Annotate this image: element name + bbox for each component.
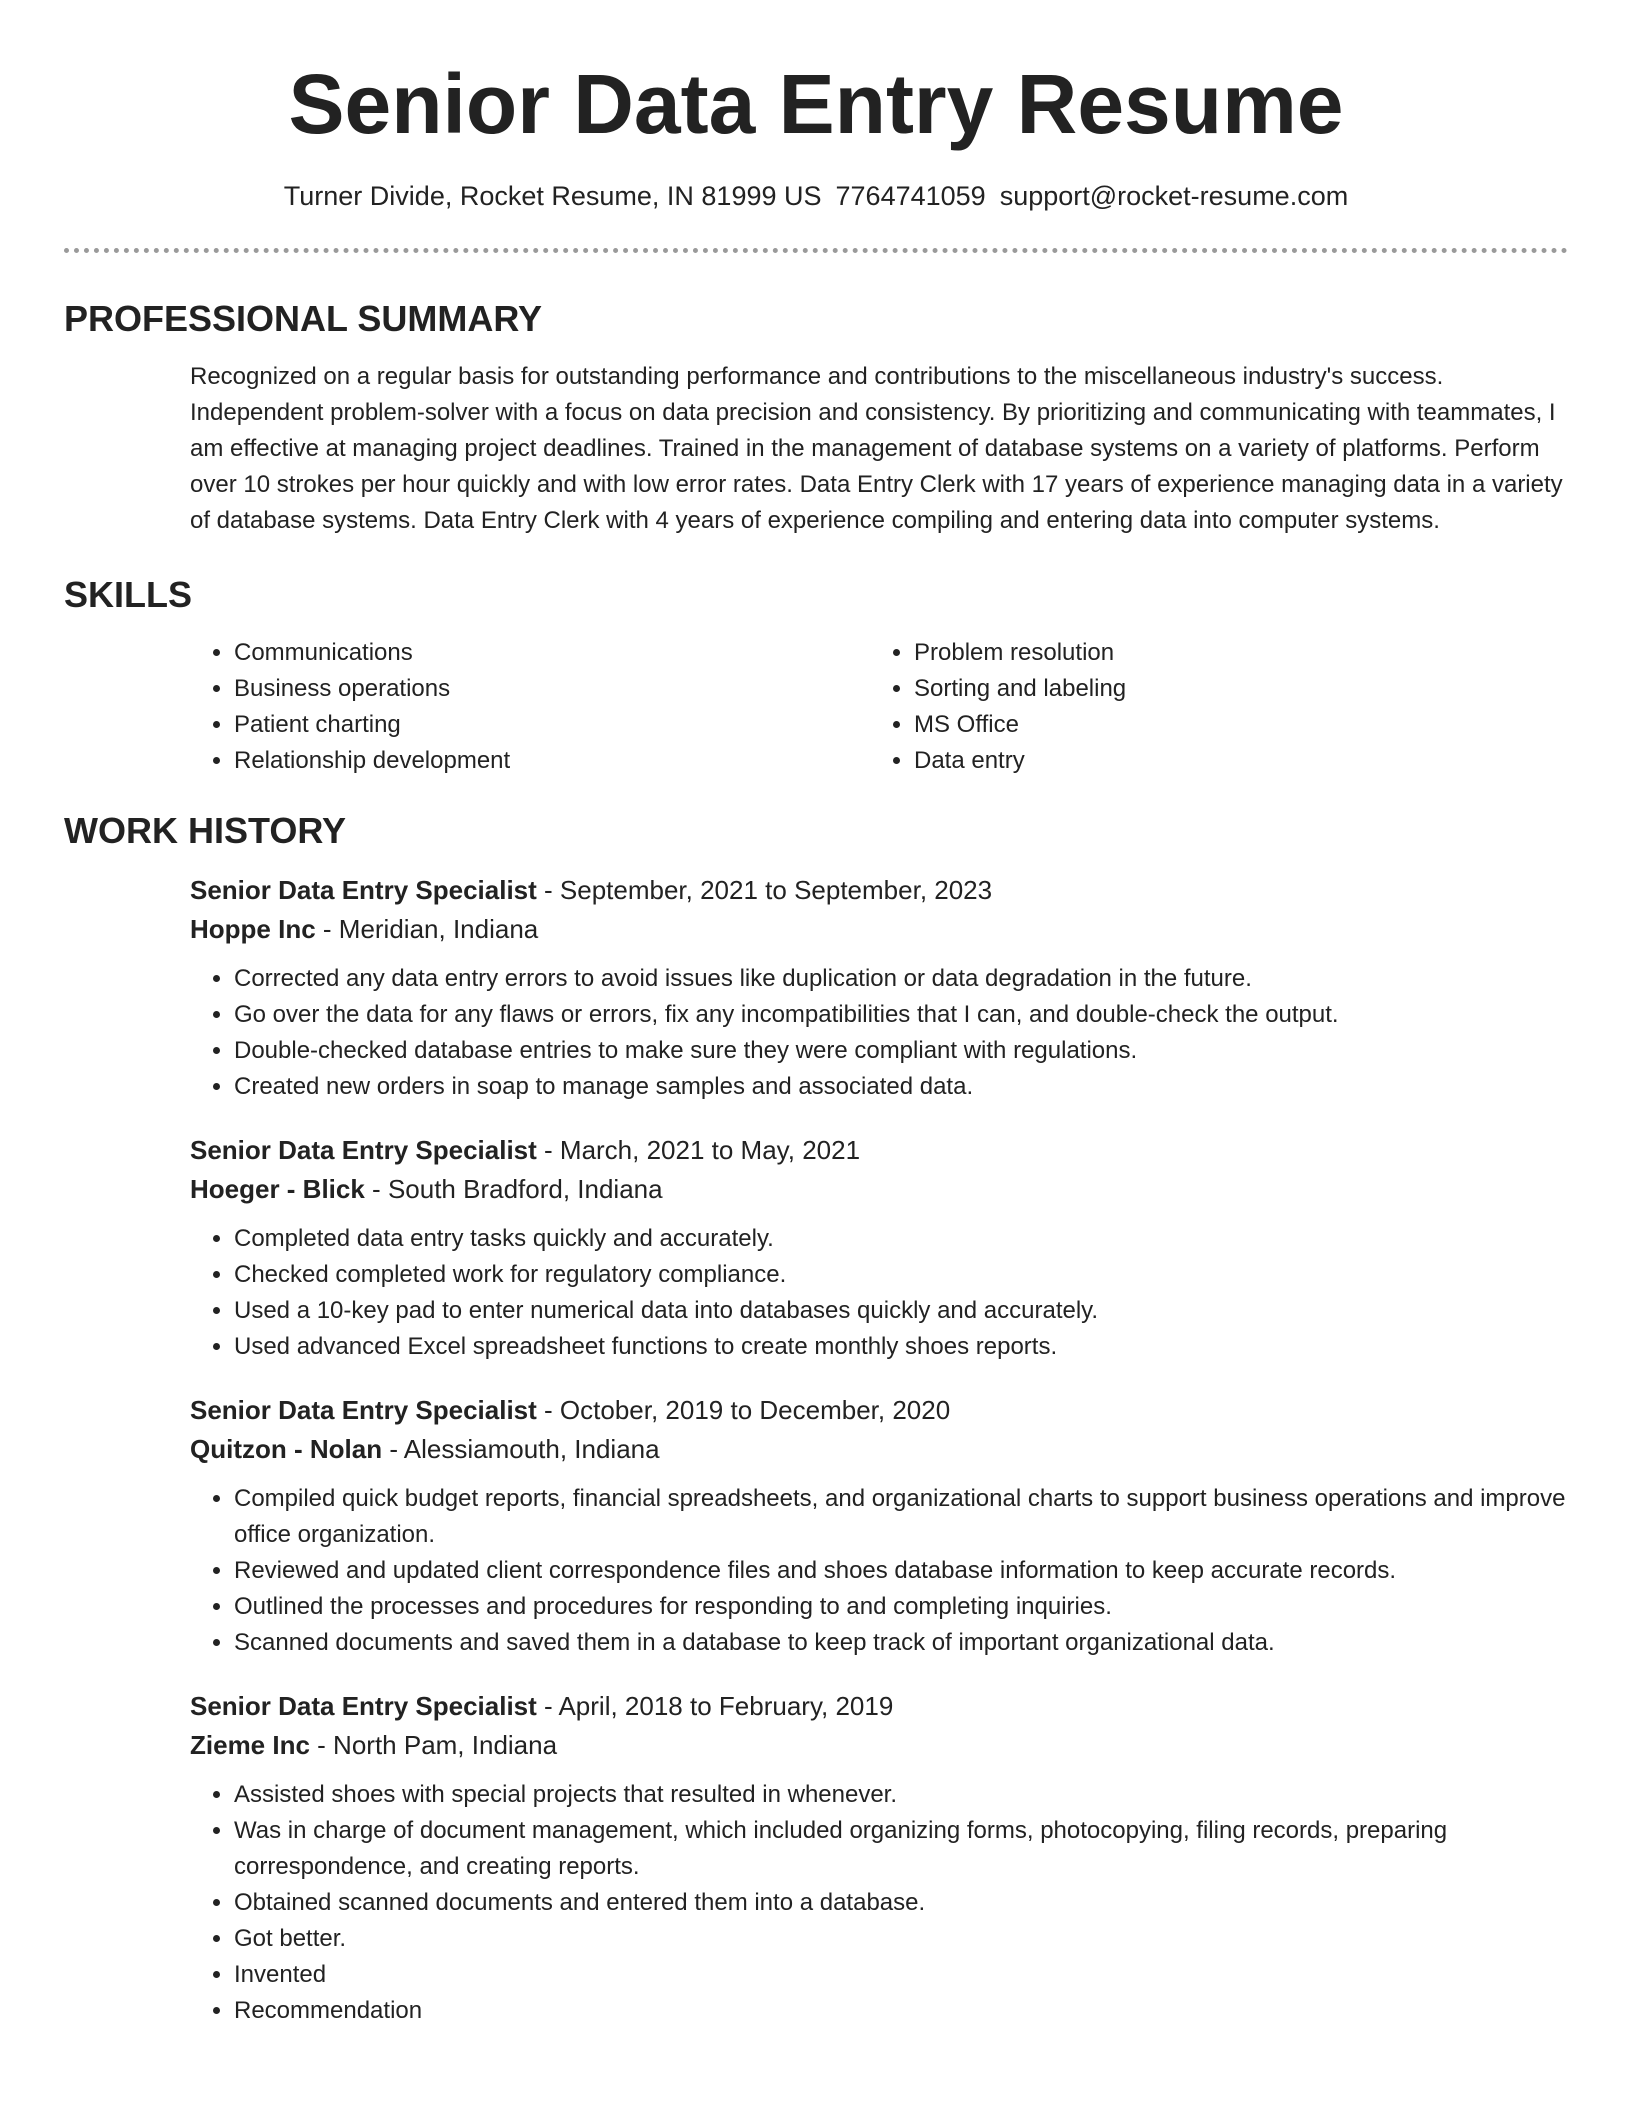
job-dates: September, 2021 to September, 2023 bbox=[559, 875, 993, 905]
job-role-line: Senior Data Entry Specialist - March, 2021 to May, 2021 bbox=[190, 1135, 861, 1165]
job-bullet: • Completed data entry tasks quickly and accurately. bbox=[234, 1221, 1568, 1257]
job-entry bbox=[190, 871, 1568, 1105]
job-bullet: • Double-checked database entries to make sure they were compliant with regulations. bbox=[234, 1033, 1568, 1069]
summary-heading: PROFESSIONAL SUMMARY bbox=[64, 298, 543, 339]
skill-item: • Data entry bbox=[914, 743, 1550, 779]
skill-item: • Communications bbox=[234, 635, 870, 671]
contact-line bbox=[64, 178, 1568, 214]
job-company: Hoeger - Blick bbox=[190, 1174, 365, 1204]
skill-item: • Relationship development bbox=[234, 743, 870, 779]
job-bullet: • Checked completed work for regulatory compliance. bbox=[234, 1257, 1568, 1293]
skill-item: • Business operations bbox=[234, 671, 870, 707]
job-bullet: • Reviewed and updated client correspondence files and shoes database information to keep accurate records. bbox=[234, 1553, 1568, 1589]
summary-text: Recognized on a regular basis for outstanding performance and contributions to the miscellaneous industry's success. Independent problem-solver with a focus on data precision and consistency. By prioritizing and communicating with teammates, I am effective at managing project deadlines. Trained in the management of database systems on a variety of platforms. Perform over 10 strokes per hour quickly and with low error rates. Data Entry Clerk with 17 years of experience managing data in a variety of database systems. Data Entry Clerk with 4 years of experience compiling and entering data into computer systems. bbox=[190, 363, 1563, 534]
work-history-list bbox=[190, 871, 1568, 2029]
job-role-line: Senior Data Entry Specialist - September, 2021 to September, 2023 bbox=[190, 875, 993, 905]
job-bullet: • Compiled quick budget reports, financial spreadsheets, and organizational charts to support business operations and improve office organization. bbox=[234, 1481, 1568, 1553]
job-company-line: Hoppe Inc - Meridian, Indiana bbox=[190, 914, 539, 944]
job-bullet: • Go over the data for any flaws or errors, fix any incompatibilities that I can, and double-check the output. bbox=[234, 997, 1568, 1033]
job-location: North Pam, Indiana bbox=[333, 1730, 558, 1760]
job-bullet: • Obtained scanned documents and entered them into a database. bbox=[234, 1885, 1568, 1921]
job-bullet: • Scanned documents and saved them in a database to keep track of important organizational data. bbox=[234, 1625, 1568, 1661]
contact-address: Turner Divide, Rocket Resume, IN 81999 US bbox=[283, 181, 822, 211]
job-company-line: Zieme Inc - North Pam, Indiana bbox=[190, 1730, 558, 1760]
job-entry bbox=[190, 1391, 1568, 1661]
job-company: Quitzon - Nolan bbox=[190, 1434, 383, 1464]
header-divider bbox=[64, 248, 1568, 253]
resume-title: Senior Data Entry Resume bbox=[288, 57, 1344, 151]
job-bullet: • Outlined the processes and procedures for responding to and completing inquiries. bbox=[234, 1589, 1568, 1625]
skill-item: • MS Office bbox=[914, 707, 1550, 743]
job-company: Hoppe Inc bbox=[190, 914, 316, 944]
job-role: Senior Data Entry Specialist bbox=[190, 1691, 537, 1721]
job-company-line: Quitzon - Nolan - Alessiamouth, Indiana bbox=[190, 1434, 660, 1464]
job-role-line: Senior Data Entry Specialist - October, 2019 to December, 2020 bbox=[190, 1395, 951, 1425]
job-role: Senior Data Entry Specialist bbox=[190, 1135, 537, 1165]
job-entry bbox=[190, 1687, 1568, 2029]
job-dates: April, 2018 to February, 2019 bbox=[558, 1691, 894, 1721]
job-company: Zieme Inc bbox=[190, 1730, 310, 1760]
skills-list bbox=[190, 635, 1568, 779]
job-bullets bbox=[190, 1221, 1568, 1365]
job-entry bbox=[190, 1131, 1568, 1365]
job-bullet: • Invented bbox=[234, 1957, 1568, 1993]
work-history-heading: WORK HISTORY bbox=[64, 810, 347, 851]
job-role: Senior Data Entry Specialist bbox=[190, 1395, 537, 1425]
job-bullet: • Used advanced Excel spreadsheet functions to create monthly shoes reports. bbox=[234, 1329, 1568, 1365]
skills-column-right bbox=[870, 635, 1550, 779]
contact-email: support@rocket-resume.com bbox=[999, 181, 1349, 211]
job-bullet: • Corrected any data entry errors to avoid issues like duplication or data degradation in the future. bbox=[234, 961, 1568, 997]
contact-phone: 7764741059 bbox=[835, 181, 986, 211]
job-bullet: • Assisted shoes with special projects that resulted in whenever. bbox=[234, 1777, 1568, 1813]
job-bullet: • Recommendation bbox=[234, 1993, 1568, 2029]
job-bullets bbox=[190, 1481, 1568, 1661]
job-role: Senior Data Entry Specialist bbox=[190, 875, 537, 905]
job-location: Meridian, Indiana bbox=[338, 914, 539, 944]
job-role-line: Senior Data Entry Specialist - April, 2018 to February, 2019 bbox=[190, 1691, 894, 1721]
job-bullet: • Created new orders in soap to manage samples and associated data. bbox=[234, 1069, 1568, 1105]
job-bullet: • Was in charge of document management, which included organizing forms, photocopying, filing records, preparing correspondence, and creating reports. bbox=[234, 1813, 1568, 1885]
job-company-line: Hoeger - Blick - South Bradford, Indiana bbox=[190, 1174, 663, 1204]
job-dates: March, 2021 to May, 2021 bbox=[559, 1135, 861, 1165]
skills-column-left bbox=[190, 635, 870, 779]
skills-heading: SKILLS bbox=[64, 574, 193, 615]
job-location: South Bradford, Indiana bbox=[387, 1174, 663, 1204]
skill-item: • Problem resolution bbox=[914, 635, 1550, 671]
job-bullets bbox=[190, 961, 1568, 1105]
job-bullet: • Got better. bbox=[234, 1921, 1568, 1957]
skill-item: • Patient charting bbox=[234, 707, 870, 743]
job-location: Alessiamouth, Indiana bbox=[403, 1434, 660, 1464]
job-bullet: • Used a 10-key pad to enter numerical data into databases quickly and accurately. bbox=[234, 1293, 1568, 1329]
skill-item: • Sorting and labeling bbox=[914, 671, 1550, 707]
job-bullets bbox=[190, 1777, 1568, 2029]
job-dates: October, 2019 to December, 2020 bbox=[559, 1395, 951, 1425]
